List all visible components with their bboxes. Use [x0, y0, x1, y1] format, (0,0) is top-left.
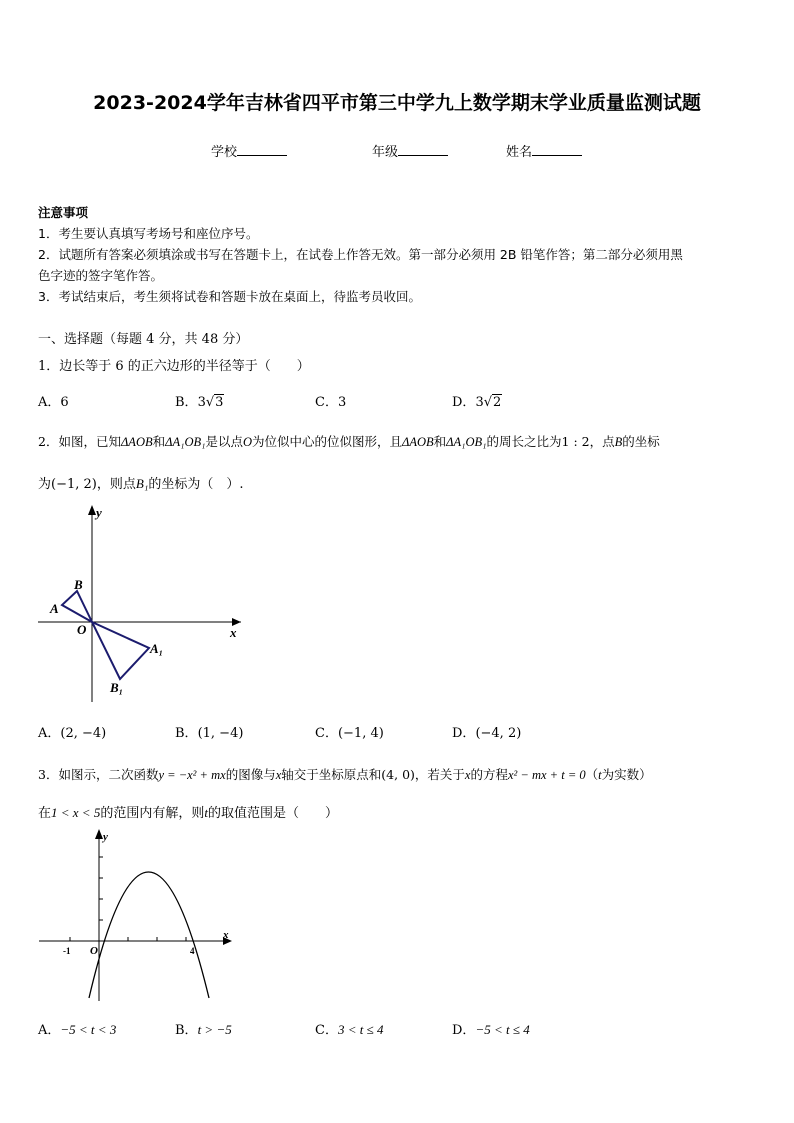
q2-stem-line2: 为(−1, 2)，则点B₁的坐标为（ ）.	[38, 476, 244, 492]
point-a1: A₁	[150, 641, 164, 656]
y-axis-arrow-icon	[88, 505, 96, 515]
origin-label: O	[90, 945, 98, 957]
q3-option-c[interactable]: C．3 < t ≤ 4	[315, 1022, 384, 1038]
q3-option-a[interactable]: A．−5 < t < 3	[38, 1022, 117, 1038]
notice-item: 2．试题所有答案必须填涂或书写在答题卡上，在试卷上作答无效。第一部分必须用 2B 铅笔作答；第二部分必须用黑	[38, 247, 683, 262]
grade-field	[372, 141, 448, 160]
q2-figure	[36, 502, 251, 702]
y-label: y	[103, 831, 108, 843]
x-label: x	[230, 625, 237, 640]
grade-label: 年级	[372, 145, 399, 160]
name-label: 姓名	[506, 145, 533, 160]
q1-option-c[interactable]: C．3	[315, 395, 347, 410]
school-blank	[237, 143, 287, 156]
school-label: 学校	[211, 145, 238, 160]
q3-stem-line1: 3．如图示，二次函数y = −x² + mx的图像与x轴交于坐标原点和(4, 0)，若关于x的方程x² − mx + t = 0（t为实数）	[38, 767, 652, 782]
q1-stem: 1．边长等于 6 的正六边形的半径等于（ ）	[38, 359, 310, 374]
y-label: y	[96, 505, 102, 520]
notice-item: 色字迹的签字笔作答。	[38, 268, 164, 283]
name-blank	[532, 143, 582, 156]
x-label: x	[223, 929, 229, 941]
notice-item: 3．考试结束后，考生须将试卷和答题卡放在桌面上，待监考员收回。	[38, 289, 421, 304]
point-b1: B₁	[110, 680, 124, 695]
point-o: O	[77, 622, 87, 637]
name-field	[506, 141, 582, 160]
section-heading: 一、选择题（每题 4 分，共 48 分）	[38, 332, 249, 347]
y-axis-arrow-icon	[95, 829, 103, 839]
parabola-curve	[89, 872, 209, 998]
tick-label-neg1: -1	[63, 946, 71, 956]
page-title: 2023-2024学年吉林省四平市第三中学九上数学期末学业质量监测试题	[93, 92, 701, 114]
q1-option-a[interactable]: A．6	[38, 395, 69, 410]
q3-stem-line2: 在1 < x < 5的范围内有解，则t的取值范围是（ ）	[38, 805, 338, 821]
notice-item: 1．考生要认真填写考场号和座位序号。	[38, 226, 259, 241]
q1-option-d[interactable]: D．3√2	[452, 395, 502, 410]
school-field	[211, 141, 287, 160]
triangle-aob	[62, 591, 92, 622]
tick-label-4: 4	[190, 946, 195, 956]
q3-option-b[interactable]: B．t > −5	[175, 1022, 232, 1038]
q2-stem-line1: 2．如图，已知ΔAOB和ΔA₁OB₁是以点O为位似中心的位似图形，且ΔAOB和ΔA₁OB₁的周长之比为1 : 2，点B的坐标	[38, 434, 660, 449]
notice-heading: 注意事项	[38, 205, 89, 220]
q3-option-d[interactable]: D．−5 < t ≤ 4	[452, 1022, 530, 1038]
triangle-a1ob1	[92, 622, 149, 679]
q1-option-b[interactable]: B．3√3	[175, 395, 224, 410]
grade-blank	[398, 143, 448, 156]
q2-option-a[interactable]: A．(2, −4)	[38, 726, 107, 741]
point-b: B	[74, 577, 83, 592]
q2-option-d[interactable]: D．(−4, 2)	[452, 726, 522, 741]
q2-option-b[interactable]: B．(1, −4)	[175, 726, 244, 741]
q3-figure	[36, 826, 236, 1006]
point-a: A	[50, 601, 59, 616]
q2-option-c[interactable]: C．(−1, 4)	[315, 726, 384, 741]
